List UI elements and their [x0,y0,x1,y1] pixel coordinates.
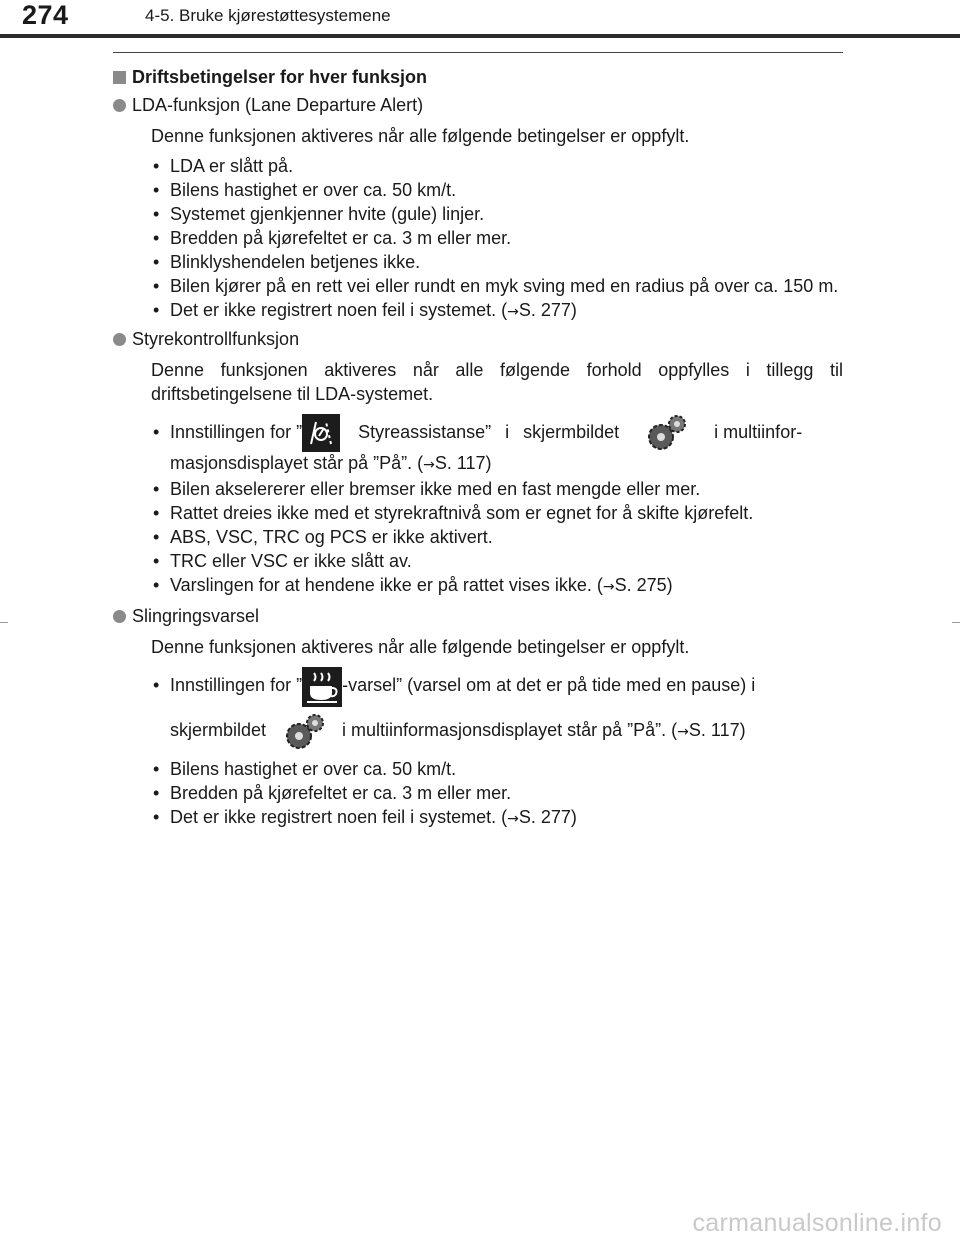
steering-conditions-list [151,410,843,599]
list-item [151,202,843,226]
list-item [151,477,843,501]
circle-bullet-icon [113,333,126,346]
list-item-text: skjermbildet [170,720,272,741]
list-item [151,525,843,549]
list-item-text: masjonsdisplayet står på ”På”. ( [170,453,424,474]
circle-bullet-icon [113,99,126,112]
list-item-text: Rattet dreies ikke med et styrekraftnivå som er egnet for å skifte kjørefelt. [170,503,754,524]
bullet: • [153,479,160,500]
sub-heading-text: Slingringsvarsel [132,606,260,627]
bullet: • [153,527,160,548]
list-item-text: TRC eller VSC er ikke slått av. [170,551,412,572]
arrow-right-icon: → [677,724,689,741]
arrow-right-icon: → [423,457,435,474]
list-item-text: Systemet gjenkjenner hvite (gule) linjer. [170,204,485,224]
arrow-right-icon: → [507,811,519,828]
list-item-text: Det er ikke registrert noen feil i systemet. ( [170,807,508,828]
list-item-text: Det er ikke registrert noen feil i systemet. ( [170,300,508,320]
list-item [151,298,843,324]
steering-intro: Denne funksjonen aktiveres når alle følgende forhold oppfylles i tillegg til driftsbetingelsene til LDA-systemet. [151,360,843,404]
coffee-cup-icon [302,667,342,707]
bullet: • [153,575,160,596]
list-item [151,226,843,250]
page-number: 274 [22,0,69,30]
page-header [0,0,960,36]
bullet: • [153,503,160,524]
bullet: • [153,300,160,320]
list-item [151,410,843,455]
list-item-text: LDA er slått på. [170,156,294,176]
watermark: carmanualsonline.info [692,1209,942,1237]
header-rule [0,34,960,38]
list-item-text: Innstillingen for ” [170,422,303,442]
crop-mark-left [0,622,8,623]
section-heading [113,64,843,90]
settings-gear-icon [281,710,329,754]
list-item-text: Bredden på kjørefeltet er ca. 3 m eller mer. [170,783,512,804]
bullet: • [153,204,160,224]
section-heading-text: Driftsbetingelser for hver funksjon [132,67,428,87]
bullet: • [153,276,160,296]
list-item-continuation [151,707,843,755]
bullet: • [153,422,160,442]
bullet: • [153,180,160,200]
settings-gear-icon [643,411,691,455]
list-item-continuation [151,451,843,477]
chapter-title: 4-5. Bruke kjørestøttesystemene [145,6,391,25]
list-item-text: Styreassistanse” i skjermbildet [344,422,634,442]
list-item-text: Varslingen for at hendene ikke er på rattet vises ikke. ( [170,575,603,596]
list-item-text: Bilen kjører på en rett vei eller rundt en myk sving med en radius på over ca. 150 m. [170,276,839,296]
list-item-text: Innstillingen for ” [170,675,303,696]
bullet: • [153,551,160,572]
list-item-text: Bilens hastighet er over ca. 50 km/t. [170,180,457,200]
sub-heading-text: Styrekontrollfunksjon [132,329,300,349]
sub-heading-sway [113,603,843,629]
arrow-right-icon: → [507,304,519,320]
page-reference-link[interactable]: S. 277) [518,300,577,320]
sub-heading-lda [113,92,843,118]
lda-conditions-list [151,154,843,324]
page-reference-link[interactable]: S. 117) [688,720,746,741]
bullet: • [153,807,160,828]
list-item [151,501,843,525]
list-item-text: -varsel” (varsel om at det er på tide med en pause) i [342,675,756,696]
list-item-text: Bilens hastighet er over ca. 50 km/t. [170,759,457,780]
page-reference-link[interactable]: S. 275) [614,575,673,596]
lda-intro: Denne funksjonen aktiveres når alle følgende betingelser er oppfylt. [151,126,690,146]
crop-mark-right [952,622,960,623]
circle-bullet-icon [113,610,126,623]
page-reference-link[interactable]: S. 117) [434,453,492,474]
sway-conditions-list [151,663,843,831]
page-content [113,64,843,831]
bullet: • [153,783,160,804]
list-item-text: ABS, VSC, TRC og PCS er ikke aktivert. [170,527,493,548]
list-item-text: Bilen akselererer eller bremser ikke med en fast mengde eller mer. [170,479,701,500]
sub-heading-steering [113,326,843,352]
sub-heading-text: LDA-funksjon (Lane Departure Alert) [132,95,424,115]
lane-steering-assist-icon [302,414,340,452]
list-item-text: i multiinformasjonsdisplayet står på ”På”. ( [337,720,678,741]
sway-intro: Denne funksjonen aktiveres når alle følgende betingelser er oppfylt. [151,637,690,658]
list-item [151,573,843,599]
content-rule [113,52,843,53]
list-item [151,757,843,781]
square-bullet-icon [113,71,126,84]
list-item [151,549,843,573]
arrow-right-icon: → [602,579,615,596]
list-item [151,250,843,274]
list-item-text: Blinklyshendelen betjenes ikke. [170,252,421,272]
bullet: • [153,228,160,248]
list-item [151,663,843,707]
bullet: • [153,759,160,780]
bullet: • [153,252,160,272]
bullet: • [153,675,160,696]
list-item-text: i multiinfor- [709,422,803,442]
list-item [151,274,843,298]
list-item [151,781,843,805]
list-item-text: Bredden på kjørefeltet er ca. 3 m eller mer. [170,228,512,248]
list-item [151,805,843,831]
list-item [151,154,843,178]
page-reference-link[interactable]: S. 277) [518,807,577,828]
bullet: • [153,156,160,176]
list-item [151,178,843,202]
